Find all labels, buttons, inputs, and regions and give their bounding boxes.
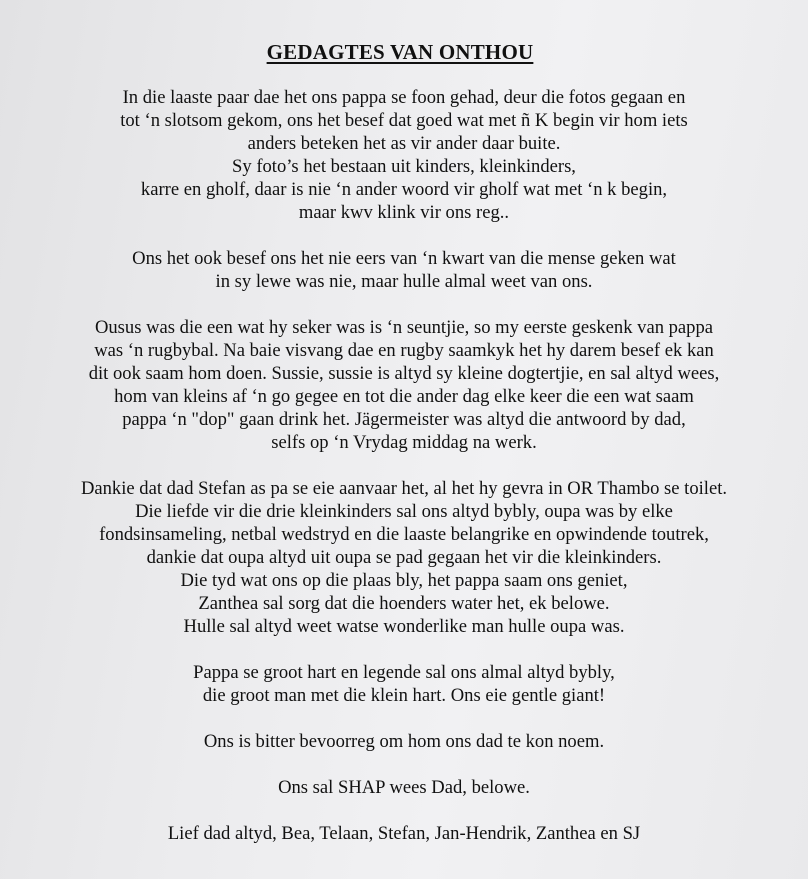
paragraph-promise [0, 776, 808, 799]
text-line: Ousus was die een wat hy seker was is ‘n seuntjie, so my eerste geskenk van pappa [94, 317, 714, 338]
text-line: Pappa se groot hart en legende sal ons almal altyd bybly, [193, 662, 615, 683]
body-text [0, 86, 808, 845]
text-line: Dankie dat dad Stefan as pa se eie aanvaar het, al het hy gevra in OR Thambo se toilet. [80, 478, 728, 499]
text-line: fondsinsameling, netbal wedstryd en die laaste belangrike en opwindende toutrek, [99, 524, 709, 545]
text-line: tot ‘n slotsom gekom, ons het besef dat goed wat met ñ K begin vir hom iets [120, 110, 688, 131]
text-line: die groot man met die klein hart. Ons eie gentle giant! [202, 685, 606, 706]
text-line: pappa ‘n "dop" gaan drink het. Jägermeister was altyd die antwoord by dad, [122, 409, 686, 430]
text-line: hom van kleins af ‘n go gegee en tot die ander dag elke keer die een wat saam [114, 386, 694, 407]
paragraph-privileged [0, 730, 808, 753]
text-line: Zanthea sal sorg dat die hoenders water het, ek belowe. [198, 593, 610, 614]
text-line: Die liefde vir die drie kleinkinders sal ons altyd bybly, oupa was by elke [135, 501, 673, 522]
paragraph-daughters [0, 316, 808, 454]
page-title: GEDAGTES VAN ONTHOU [266, 40, 534, 64]
paragraph-big-heart [0, 661, 808, 707]
paragraph-people [0, 247, 808, 293]
text-line: maar kwv klink vir ons reg.. [298, 202, 510, 223]
text-line: Ons is bitter bevoorreg om hom ons dad te kon noem. [203, 731, 605, 752]
text-line: Ons sal SHAP wees Dad, belowe. [278, 777, 530, 798]
text-line: Sy foto’s het bestaan uit kinders, kleinkinders, [232, 156, 576, 177]
paragraph-signoff [0, 822, 808, 845]
text-line: dit ook saam hom doen. Sussie, sussie is altyd sy kleine dogtertjie, en sal altyd wees, [88, 363, 720, 384]
paragraph-grandchildren [0, 477, 808, 638]
text-line: Die tyd wat ons op die plaas bly, het pappa saam ons geniet, [180, 570, 628, 591]
paragraph-phone-photos [0, 86, 808, 224]
text-line: anders beteken het as vir ander daar buite. [247, 133, 561, 154]
text-line: Ons het ook besef ons het nie eers van ‘n kwart van die mense geken wat [132, 248, 676, 269]
text-line: was ‘n rugbybal. Na baie visvang dae en rugby saamkyk het hy darem besef ek kan [94, 340, 714, 361]
text-line: dankie dat oupa altyd uit oupa se pad gegaan het vir die kleinkinders. [146, 547, 662, 568]
signoff-line: Lief dad altyd, Bea, Telaan, Stefan, Jan-Hendrik, Zanthea en SJ [167, 823, 641, 844]
text-line: In die laaste paar dae het ons pappa se foon gehad, deur die fotos gegaan en [122, 87, 686, 108]
text-line: karre en gholf, daar is nie ‘n ander woord vir gholf wat met ‘n k begin, [140, 179, 668, 200]
text-line: in sy lewe was nie, maar hulle almal weet van ons. [215, 271, 593, 292]
text-line: selfs op ‘n Vrydag middag na werk. [271, 432, 537, 453]
text-line: Hulle sal altyd weet watse wonderlike man hulle oupa was. [183, 616, 625, 637]
